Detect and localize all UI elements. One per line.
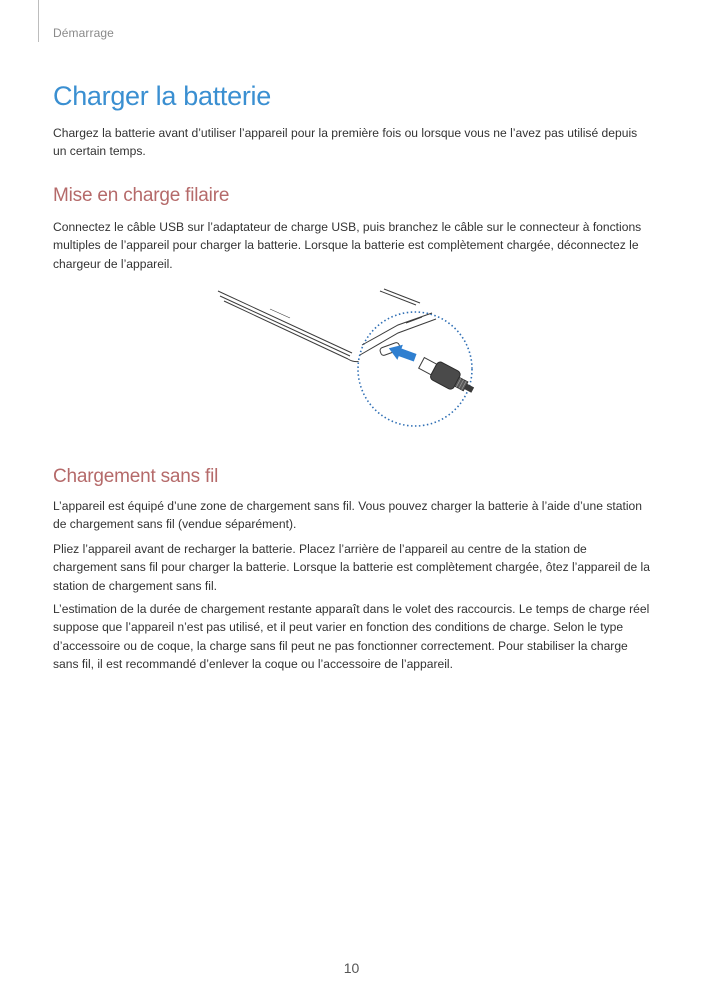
wired-paragraph: Connectez le câble USB sur l’adaptateur de charge USB, puis branchez le câble sur le connecteur à fonctions multiples de l’appareil pour charger la batterie. Lorsque la batterie est complètement chargée, déconnectez le chargeur de l’appareil. bbox=[53, 220, 642, 271]
wireless-paragraph-2: Pliez l’appareil avant de recharger la batterie. Placez l’arrière de l’appareil au centre de la station de chargement sans fil pour charger la batterie. Lorsque la batterie est complètement chargée, ôtez l’appareil de la station de chargement sans fil. bbox=[53, 542, 650, 593]
usb-charging-illustration bbox=[210, 283, 480, 433]
intro-paragraph: Chargez la batterie avant d’utiliser l’appareil pour la première fois ou lorsque vous ne l’avez pas utilisé depuis un certain temps. bbox=[53, 126, 638, 159]
section-heading-wired: Mise en charge filaire bbox=[53, 185, 230, 206]
page-title: Charger la batterie bbox=[53, 81, 271, 111]
page-number: 10 bbox=[343, 960, 360, 976]
section-heading-wireless: Chargement sans fil bbox=[53, 466, 219, 487]
wireless-paragraph-1: L’appareil est équipé d’une zone de chargement sans fil. Vous pouvez charger la batterie à l’aide d’une station de chargement sans fil (vendue séparément). bbox=[53, 499, 642, 532]
wireless-paragraph-3: L’estimation de la durée de chargement restante apparaît dans le volet des raccourcis. Le temps de charge réel suppose que l’appareil n’est pas utilisé, et il peut varier en fonction des conditions de charge. Selon le type d’accessoire ou de coque, la charge sans fil peut ne pas fonctionner correctement. Pour stabiliser la charge sans fil, il est recommandé d’enlever la coque ou l’accessoire de l’appareil. bbox=[53, 602, 650, 671]
running-header: Démarrage bbox=[53, 26, 114, 40]
header-side-rule bbox=[38, 0, 39, 42]
